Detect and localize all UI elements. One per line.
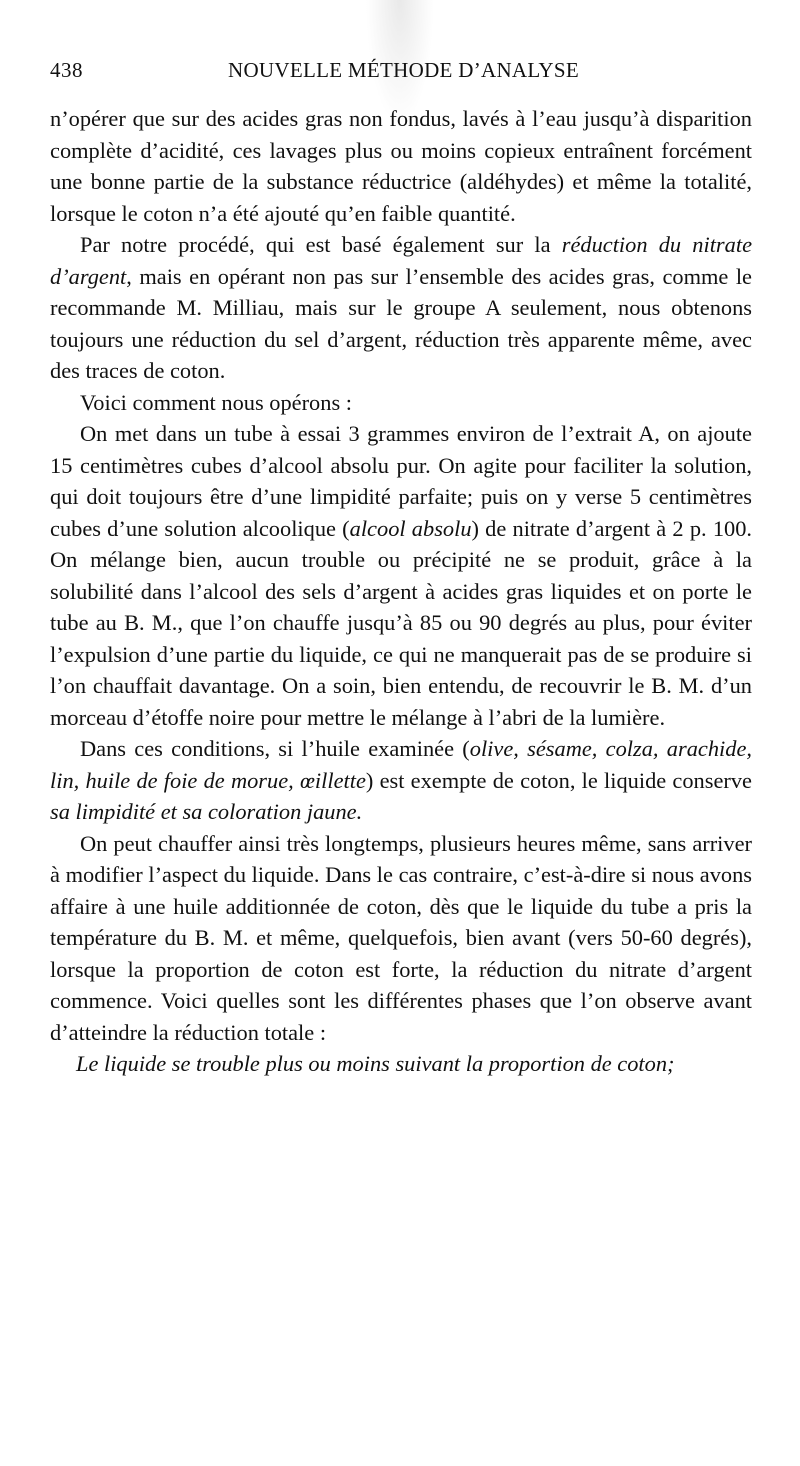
paragraph-text: , mais en opérant non pas sur l’ensemble des acides gras, comme le recommande M. Milliau, mais sur le groupe A seulement, nous obtenons toujours une réduction du sel d’argent, réduction très apparente même, avec des traces de coton. xyxy=(50,263,752,383)
paragraph-text: Voici comment nous opérons : xyxy=(80,389,352,415)
paragraph-italic-phase xyxy=(50,1048,752,1080)
paragraph-conditions xyxy=(50,733,752,828)
paragraph-heating xyxy=(50,828,752,1049)
running-head xyxy=(50,58,750,94)
body-text xyxy=(50,103,752,1080)
paragraph-text: On peut chauffer ainsi très longtemps, plusieurs heures même, sans arriver à modifier l’aspect du liquide. Dans le cas contraire, c’est-à-dire si nous avons affaire à une huile additionnée de coton, dès que le liquide du tube a pris la température du B. M. et même, quelquefois, bien avant (vers 50-60 degrés), lorsque la proportion de coton est forte, la réduction du nitrate d’argent commence. Voici quelles sont les différentes phases que l’on observe avant d’atteindre la réduction totale : xyxy=(50,830,752,1045)
paragraph-procedure-intro xyxy=(50,229,752,387)
italic-term: réduction du nitrate d’argent xyxy=(50,232,753,289)
paragraph-continued xyxy=(50,103,752,229)
paragraph-voici xyxy=(50,387,752,419)
paragraph-text: Le liquide se trouble plus ou moins suivant la proportion de coton; xyxy=(76,1051,675,1076)
italic-phrase: sa limpidité et sa coloration jaune. xyxy=(50,799,363,824)
paragraph-method xyxy=(50,418,752,733)
paragraph-text: n’opérer que sur des acides gras non fondus, lavés à l’eau jusqu’à disparition complète d’acidité, ces lavages plus ou moins copieux entraînent forcément une bonne partie de la substance réductrice (aldéhydes) et même la totalité, lorsque le coton n’a été ajouté qu’en faible quantité. xyxy=(50,106,752,226)
italic-term: alcool absolu xyxy=(349,515,472,541)
running-title: NOUVELLE MÉTHODE D’ANALYSE xyxy=(228,58,579,82)
paragraph-text: ) est exempte de coton, le liquide conserve xyxy=(365,767,752,793)
paragraph-text: On met dans un tube à essai 3 grammes environ de l’extrait A, on ajoute 15 centimètres cubes d’alcool absolu pur. On agite pour faciliter la solution, qui doit toujours être d’une limpidité parfaite; puis on y verse 5 centimètres cubes d’une solution alcoolique ( xyxy=(50,421,752,541)
paragraph-text: Dans ces conditions, si l’huile examinée ( xyxy=(80,736,470,761)
paragraph-text: ) de nitrate d’argent à 2 p. 100. On mélange bien, aucun trouble ou précipité ne se produit, grâce à la solubilité dans l’alcool des sels d’argent à acides gras liquides et on porte le tube au B. M., que l’on chauffe jusqu’à 85 ou 90 degrés au plus, pour éviter l’expulsion d’une partie du liquide, ce qui ne manquerait pas de se produire si l’on chauffait davantage. On a soin, bien entendu, de recouvrir le B. M. d’un morceau d’étoffe noire pour mettre le mélange à l’abri de la lumière. xyxy=(50,515,753,730)
italic-oil-list: olive, sésame, colza, arachide, lin, huile de foie de morue, œillette xyxy=(50,736,752,793)
page-number: 438 xyxy=(50,58,83,82)
paragraph-text: Par notre procédé, qui est basé également sur la xyxy=(80,232,562,257)
